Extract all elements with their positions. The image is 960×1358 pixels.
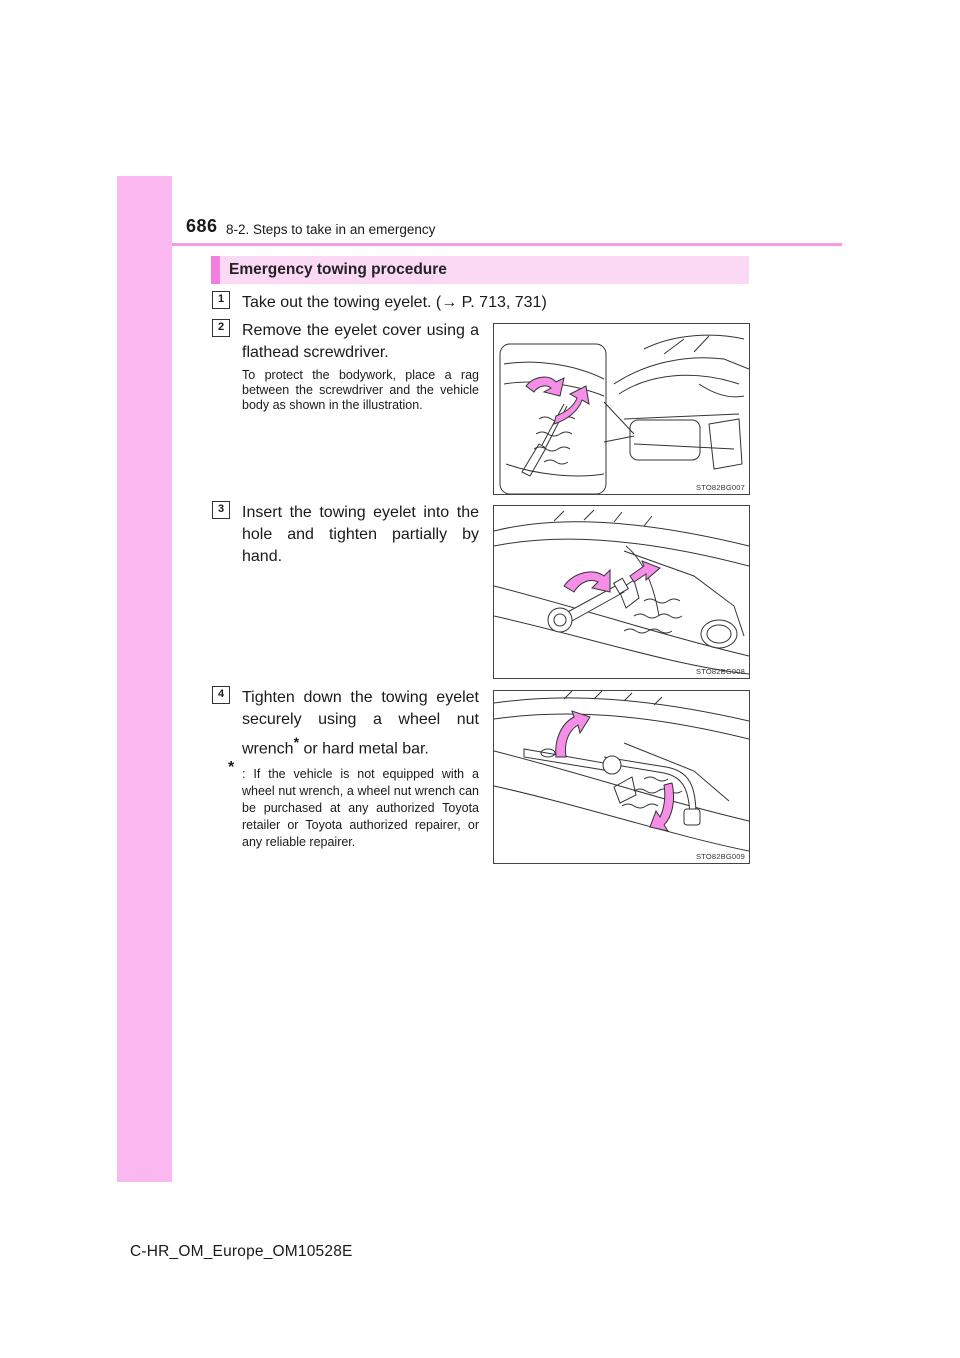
step-2-note: To protect the bodywork, place a rag between the screwdriver and the vehicle body as shown in the illustration. — [242, 368, 479, 412]
section-title: 8-2. Steps to take in an emergency — [226, 222, 436, 237]
illustration-tighten-eyelet — [493, 690, 750, 864]
illustration-remove-cover — [493, 323, 750, 495]
step-number-2: 2 — [212, 319, 230, 337]
step-4-footnote-ref: * — [293, 734, 300, 750]
step-4-text — [242, 687, 479, 760]
step-4-footnote: : If the vehicle is not equipped with a wheel nut wrench, a wheel nut wrench can be purchased at any authorized Toyota retailer or Toyota authorized repairer, or any reliable repairer. — [242, 767, 479, 849]
footer-doc-code: C-HR_OM_Europe_OM10528E — [130, 1243, 353, 1260]
page-number: 686 — [186, 216, 218, 236]
footnote-mark: * — [228, 759, 235, 776]
step-4-text-main: Tighten down the towing eyelet securely using a wheel nut wrench — [242, 689, 479, 758]
side-tab-bar — [117, 176, 172, 1182]
header-rule — [172, 243, 842, 246]
figure-code-3: STO82BG009 — [696, 852, 745, 861]
step-number-4: 4 — [212, 686, 230, 704]
step-2-text: Remove the eyelet cover using a flathead screwdriver. — [242, 322, 479, 361]
step-1-text: Take out the towing eyelet. (→ P. 713, 731) — [242, 294, 547, 311]
figure-code-1: STO82BG007 — [696, 483, 745, 492]
step-4-text-end: or hard metal bar. — [299, 740, 429, 758]
procedure-heading: Emergency towing procedure — [211, 256, 749, 284]
figure-code-2: STO82BG008 — [696, 667, 745, 676]
step-3-text: Insert the towing eyelet into the hole and tighten partially by hand. — [242, 504, 479, 565]
illustration-insert-eyelet-drawing — [494, 506, 749, 678]
illustration-remove-cover-drawing — [494, 324, 749, 494]
illustration-insert-eyelet — [493, 505, 750, 679]
step-number-3: 3 — [212, 501, 230, 519]
illustration-tighten-eyelet-drawing — [494, 691, 749, 863]
step-number-1: 1 — [212, 291, 230, 309]
